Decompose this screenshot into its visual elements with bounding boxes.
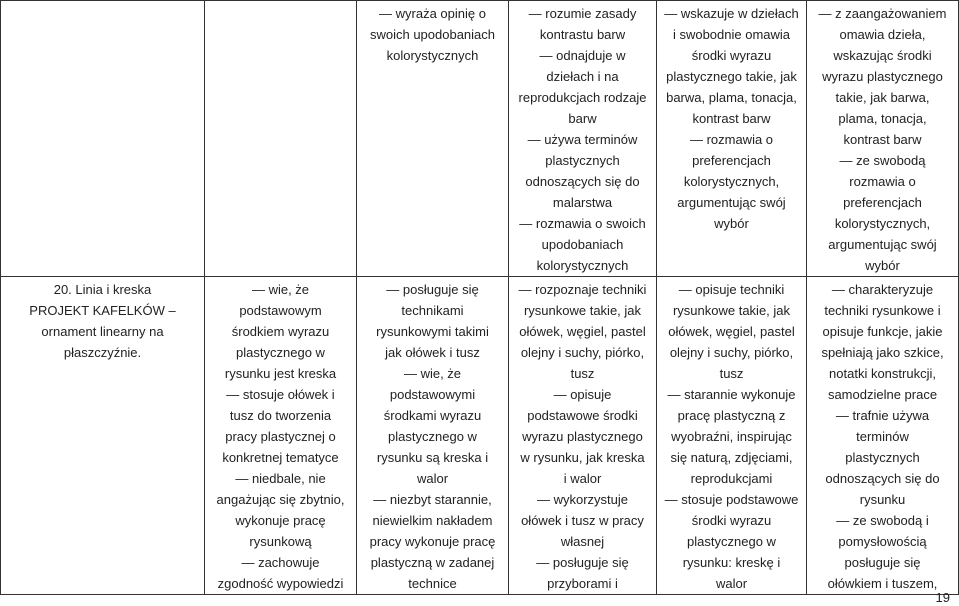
- table-cell-lesson: [1, 1, 205, 277]
- cell-text-line: samodzielne prace: [827, 387, 938, 402]
- cell-text-line: — rozmawia o swoich: [519, 216, 646, 231]
- cell-text-line: rysunku są kreska i: [376, 450, 489, 465]
- cell-text-line: 20. Linia i kreska: [53, 282, 152, 297]
- cell-text-line: wyrazu plastycznego: [522, 429, 643, 444]
- cell-text-line: podstawowe środki: [527, 408, 638, 423]
- cell-text-line: pracy plastycznej o: [225, 429, 336, 444]
- cell-text-line: kontrast barw: [692, 111, 771, 126]
- cell-text-line: posługuje się: [844, 555, 921, 570]
- cell-text-line: barwa, plama, tonacja,: [666, 90, 797, 105]
- cell-text-line: olejny i suchy, piórko,: [669, 345, 794, 360]
- cell-text-line: rysunku: kreskę i: [682, 555, 781, 570]
- cell-text-line: — rozumie zasady: [528, 6, 637, 21]
- cell-text-line: odnoszących się do: [525, 174, 640, 189]
- cell-text-line: wykonuje pracę: [235, 513, 326, 528]
- cell-text-line: preferencjach: [692, 153, 771, 168]
- cell-text-line: zgodność wypowiedzi: [217, 576, 344, 591]
- cell-text-line: — niedbale, nie: [235, 471, 326, 486]
- cell-text-line: — odnajduje w: [539, 48, 626, 63]
- cell-text-line: upodobaniach: [541, 237, 624, 252]
- table-cell-grade-5: [657, 277, 807, 595]
- cell-text-line: ołówek, węgiel, pastel: [668, 324, 795, 339]
- cell-text-line: plastycznego w: [236, 345, 325, 360]
- cell-text-line: kolorystycznych,: [834, 216, 931, 231]
- table-cell-grade-6: [807, 1, 959, 277]
- cell-text-line: wskazując środki: [833, 48, 932, 63]
- cell-text-line: rysunkowe takie, jak: [523, 303, 642, 318]
- cell-text-line: — stosuje ołówek i: [226, 387, 335, 402]
- cell-text-line: reprodukcjami: [690, 471, 773, 486]
- table-cell-lesson: [1, 277, 205, 595]
- cell-text-line: rysunkową: [249, 534, 312, 549]
- cell-text-line: rysunkowymi takimi: [376, 324, 489, 339]
- cell-text-line: własnej: [560, 534, 605, 549]
- cell-text-line: kontrastu barw: [539, 27, 626, 42]
- cell-text-line: kolorystycznych: [386, 48, 479, 63]
- cell-text-line: ołówkiem i tuszem,: [827, 576, 938, 591]
- cell-text-line: plastycznego w: [388, 429, 477, 444]
- cell-text-line: wybór: [714, 216, 749, 231]
- table-cell-grade-4: [509, 277, 657, 595]
- cell-text-line: tusz: [570, 366, 595, 381]
- cell-text-line: — niezbyt starannie,: [373, 492, 492, 507]
- cell-text-line: kolorystycznych,: [683, 174, 780, 189]
- cell-text-line: walor: [715, 576, 748, 591]
- cell-text-line: i swobodnie omawia: [672, 27, 791, 42]
- cell-text-line: podstawowym: [239, 303, 322, 318]
- cell-text-line: plastycznych: [845, 450, 920, 465]
- cell-text-line: pomysłowością: [838, 534, 927, 549]
- cell-text-line: konkretnej tematyce: [222, 450, 339, 465]
- cell-text-line: ołówek i tusz w pracy: [521, 513, 644, 528]
- table-cell-grade-2: [205, 277, 357, 595]
- cell-text-line: argumentując swój: [677, 195, 786, 210]
- cell-text-line: malarstwa: [552, 195, 613, 210]
- page-number: 19: [935, 590, 950, 605]
- cell-text-line: — wskazuje w dziełach: [664, 6, 799, 21]
- cell-text-line: omawia dzieła,: [839, 27, 926, 42]
- cell-text-line: — ze swobodą: [839, 153, 926, 168]
- cell-text-line: rozmawia o: [849, 174, 916, 189]
- cell-text-line: barw: [568, 111, 597, 126]
- cell-text-line: — opisuje techniki: [678, 282, 785, 297]
- cell-text-line: technice: [408, 576, 457, 591]
- cell-text-line: — starannie wykonuje: [667, 387, 796, 402]
- cell-text-line: ornament linearny na: [41, 324, 164, 339]
- cell-text-line: — używa terminów: [527, 132, 638, 147]
- cell-text-line: wyobraźni, inspirując: [671, 429, 792, 444]
- cell-text-line: — wie, że: [403, 366, 462, 381]
- cell-text-line: techniki rysunkowe i: [824, 303, 941, 318]
- cell-text-line: angażując się zbytnio,: [216, 492, 345, 507]
- cell-text-line: pracy wykonuje pracę: [369, 534, 496, 549]
- cell-text-line: — stosuje podstawowe: [664, 492, 799, 507]
- table-cell-grade-4: [509, 1, 657, 277]
- cell-text-line: notatki konstrukcji,: [829, 366, 936, 381]
- cell-text-line: — posługuje się: [536, 555, 629, 570]
- table-cell-grade-5: [657, 1, 807, 277]
- cell-text-line: kolorystycznych: [536, 258, 629, 273]
- cell-text-line: — zachowuje: [241, 555, 320, 570]
- cell-text-line: — ze swobodą i: [836, 513, 929, 528]
- cell-text-line: pracę plastyczną z: [677, 408, 786, 423]
- cell-text-line: technikami: [401, 303, 464, 318]
- cell-text-line: rysunkowe takie, jak: [672, 303, 791, 318]
- cell-text-line: kontrast barw: [843, 132, 922, 147]
- cell-text-line: środkiem wyrazu: [231, 324, 330, 339]
- cell-text-line: podstawowymi: [389, 387, 476, 402]
- cell-text-line: i walor: [563, 471, 602, 486]
- cell-text-line: płaszczyźnie.: [63, 345, 142, 360]
- cell-text-line: ołówek, węgiel, pastel: [519, 324, 646, 339]
- cell-text-line: olejny i suchy, piórko,: [520, 345, 645, 360]
- cell-text-line: plastycznego w: [687, 534, 776, 549]
- cell-text-line: — wyraża opinię o: [379, 6, 486, 21]
- cell-text-line: — posługuje się: [386, 282, 479, 297]
- cell-text-line: środki wyrazu: [691, 48, 772, 63]
- cell-text-line: rysunku jest kreska: [224, 366, 337, 381]
- table-cell-grade-2: [205, 1, 357, 277]
- cell-text-line: rysunku: [859, 492, 906, 507]
- table-row: [1, 1, 959, 277]
- cell-text-line: plastycznego takie, jak: [666, 69, 797, 84]
- table-cell-grade-6: [807, 277, 959, 595]
- cell-text-line: wyrazu plastycznego: [822, 69, 943, 84]
- cell-text-line: jak ołówek i tusz: [385, 345, 480, 360]
- cell-text-line: plama, tonacja,: [838, 111, 927, 126]
- cell-text-line: środki wyrazu: [691, 513, 772, 528]
- cell-text-line: — wykorzystuje: [536, 492, 629, 507]
- cell-text-line: tusz: [719, 366, 744, 381]
- cell-text-line: walor: [416, 471, 449, 486]
- cell-text-line: — rozpoznaje techniki: [518, 282, 647, 297]
- cell-text-line: spełniają jako szkice,: [821, 345, 944, 360]
- cell-text-line: opisuje funkcje, jakie: [822, 324, 943, 339]
- table-cell-grade-3: [357, 277, 509, 595]
- table-cell-grade-3: [357, 1, 509, 277]
- cell-text-line: niewielkim nakładem: [372, 513, 493, 528]
- cell-text-line: swoich upodobaniach: [369, 27, 496, 42]
- cell-text-line: w rysunku, jak kreska: [520, 450, 645, 465]
- table-row: [1, 277, 959, 595]
- cell-text-line: argumentując swój: [828, 237, 937, 252]
- cell-text-line: — rozmawia o: [689, 132, 774, 147]
- cell-text-line: — opisuje: [553, 387, 612, 402]
- cell-text-line: PROJEKT KAFELKÓW –: [29, 303, 176, 318]
- cell-text-line: reprodukcjach rodzaje: [518, 90, 647, 105]
- cell-text-line: dziełach i na: [546, 69, 619, 84]
- cell-text-line: środkami wyrazu: [383, 408, 482, 423]
- cell-text-line: tusz do tworzenia: [229, 408, 332, 423]
- cell-text-line: wybór: [865, 258, 900, 273]
- cell-text-line: — charakteryzuje: [831, 282, 934, 297]
- cell-text-line: plastycznych: [545, 153, 620, 168]
- cell-text-line: odnoszących się do: [825, 471, 940, 486]
- cell-text-line: — z zaangażowaniem: [818, 6, 947, 21]
- cell-text-line: przyborami i: [547, 576, 618, 591]
- cell-text-line: — trafnie używa: [835, 408, 930, 423]
- cell-text-line: plastyczną w zadanej: [370, 555, 495, 570]
- cell-text-line: się naturą, zdjęciami,: [670, 450, 793, 465]
- cell-text-line: terminów: [856, 429, 909, 444]
- cell-text-line: preferencjach: [843, 195, 922, 210]
- cell-text-line: takie, jak barwa,: [835, 90, 930, 105]
- cell-text-line: — wie, że: [251, 282, 310, 297]
